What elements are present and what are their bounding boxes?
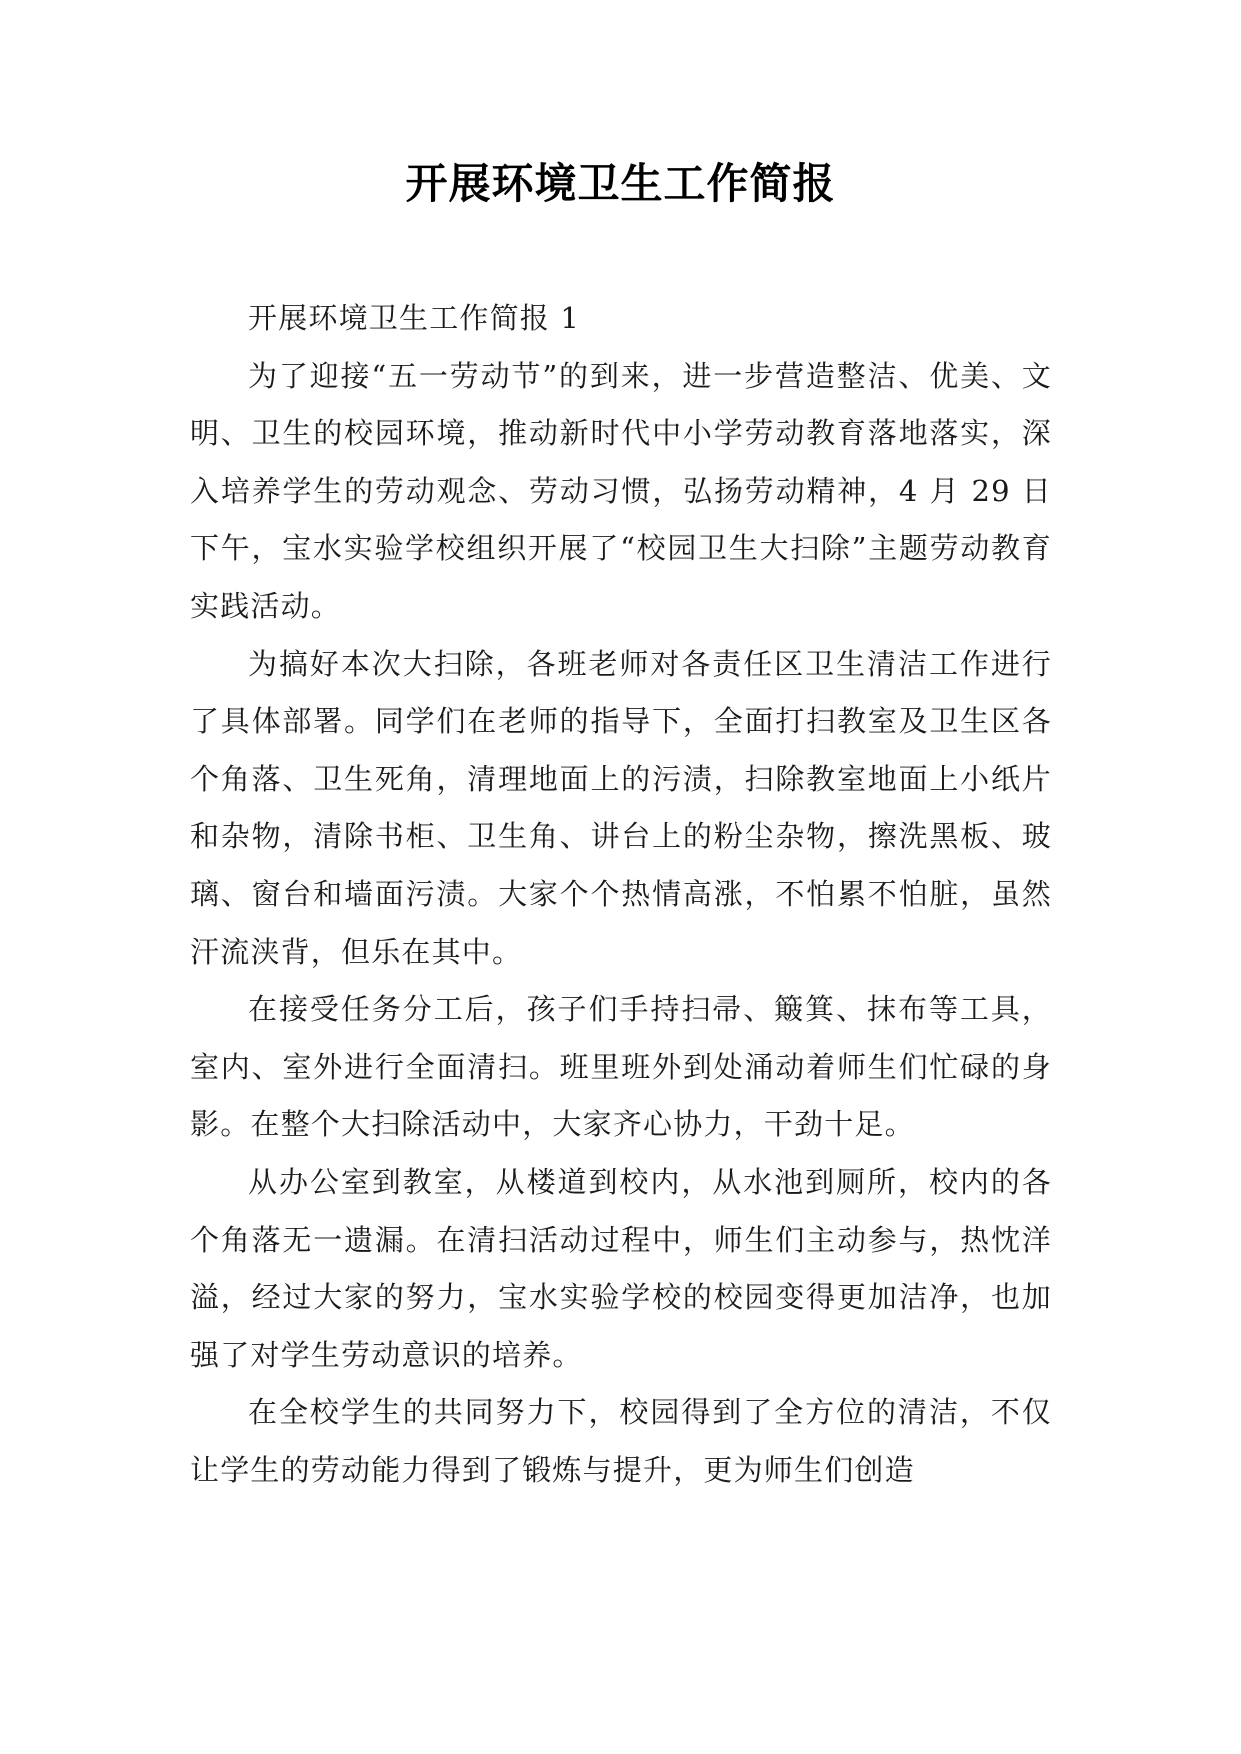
section-heading: 开展环境卫生工作简报 1 (248, 301, 581, 335)
paragraph-4: 从办公室到教室，从楼道到校内，从水池到厕所，校内的各个角落无一遗漏。在清扫活动过程中，师生们主动参与，热忱洋溢，经过大家的努力，宝水实验学校的校园变得更加洁净，也加强了对学生劳动意识的培养。 (190, 1164, 1052, 1372)
paragraph-5: 在全校学生的共同努力下，校园得到了全方位的清洁，不仅让学生的劳动能力得到了锻炼与提升，更为师生们创造 (190, 1395, 1052, 1487)
paragraph-3: 在接受任务分工后，孩子们手持扫帚、簸箕、抹布等工具，室内、室外进行全面清扫。班里班外到处涌动着师生们忙碌的身影。在整个大扫除活动中，大家齐心协力，干劲十足。 (190, 992, 1052, 1142)
paragraph-2: 为搞好本次大扫除，各班老师对各责任区卫生清洁工作进行了具体部署。同学们在老师的指导下，全面打扫教室及卫生区各个角落、卫生死角，清理地面上的污渍，扫除教室地面上小纸片和杂物，清除书柜、卫生角、讲台上的粉尘杂物，擦洗黑板、玻璃、窗台和墙面污渍。大家个个热情高涨，不怕累不怕脏，虽然汗流浃背，但乐在其中。 (190, 646, 1052, 969)
paragraph-1: 为了迎接“五一劳动节”的到来，进一步营造整洁、优美、文明、卫生的校园环境，推动新时代中小学劳动教育落地落实，深入培养学生的劳动观念、劳动习惯，弘扬劳动精神，4 月 29 日下午，宝水实验学校组织开展了“校园卫生大扫除”主题劳动教育实践活动。 (190, 358, 1052, 623)
document-body (190, 290, 1052, 1499)
document-title: 开展环境卫生工作简报 (405, 159, 836, 208)
